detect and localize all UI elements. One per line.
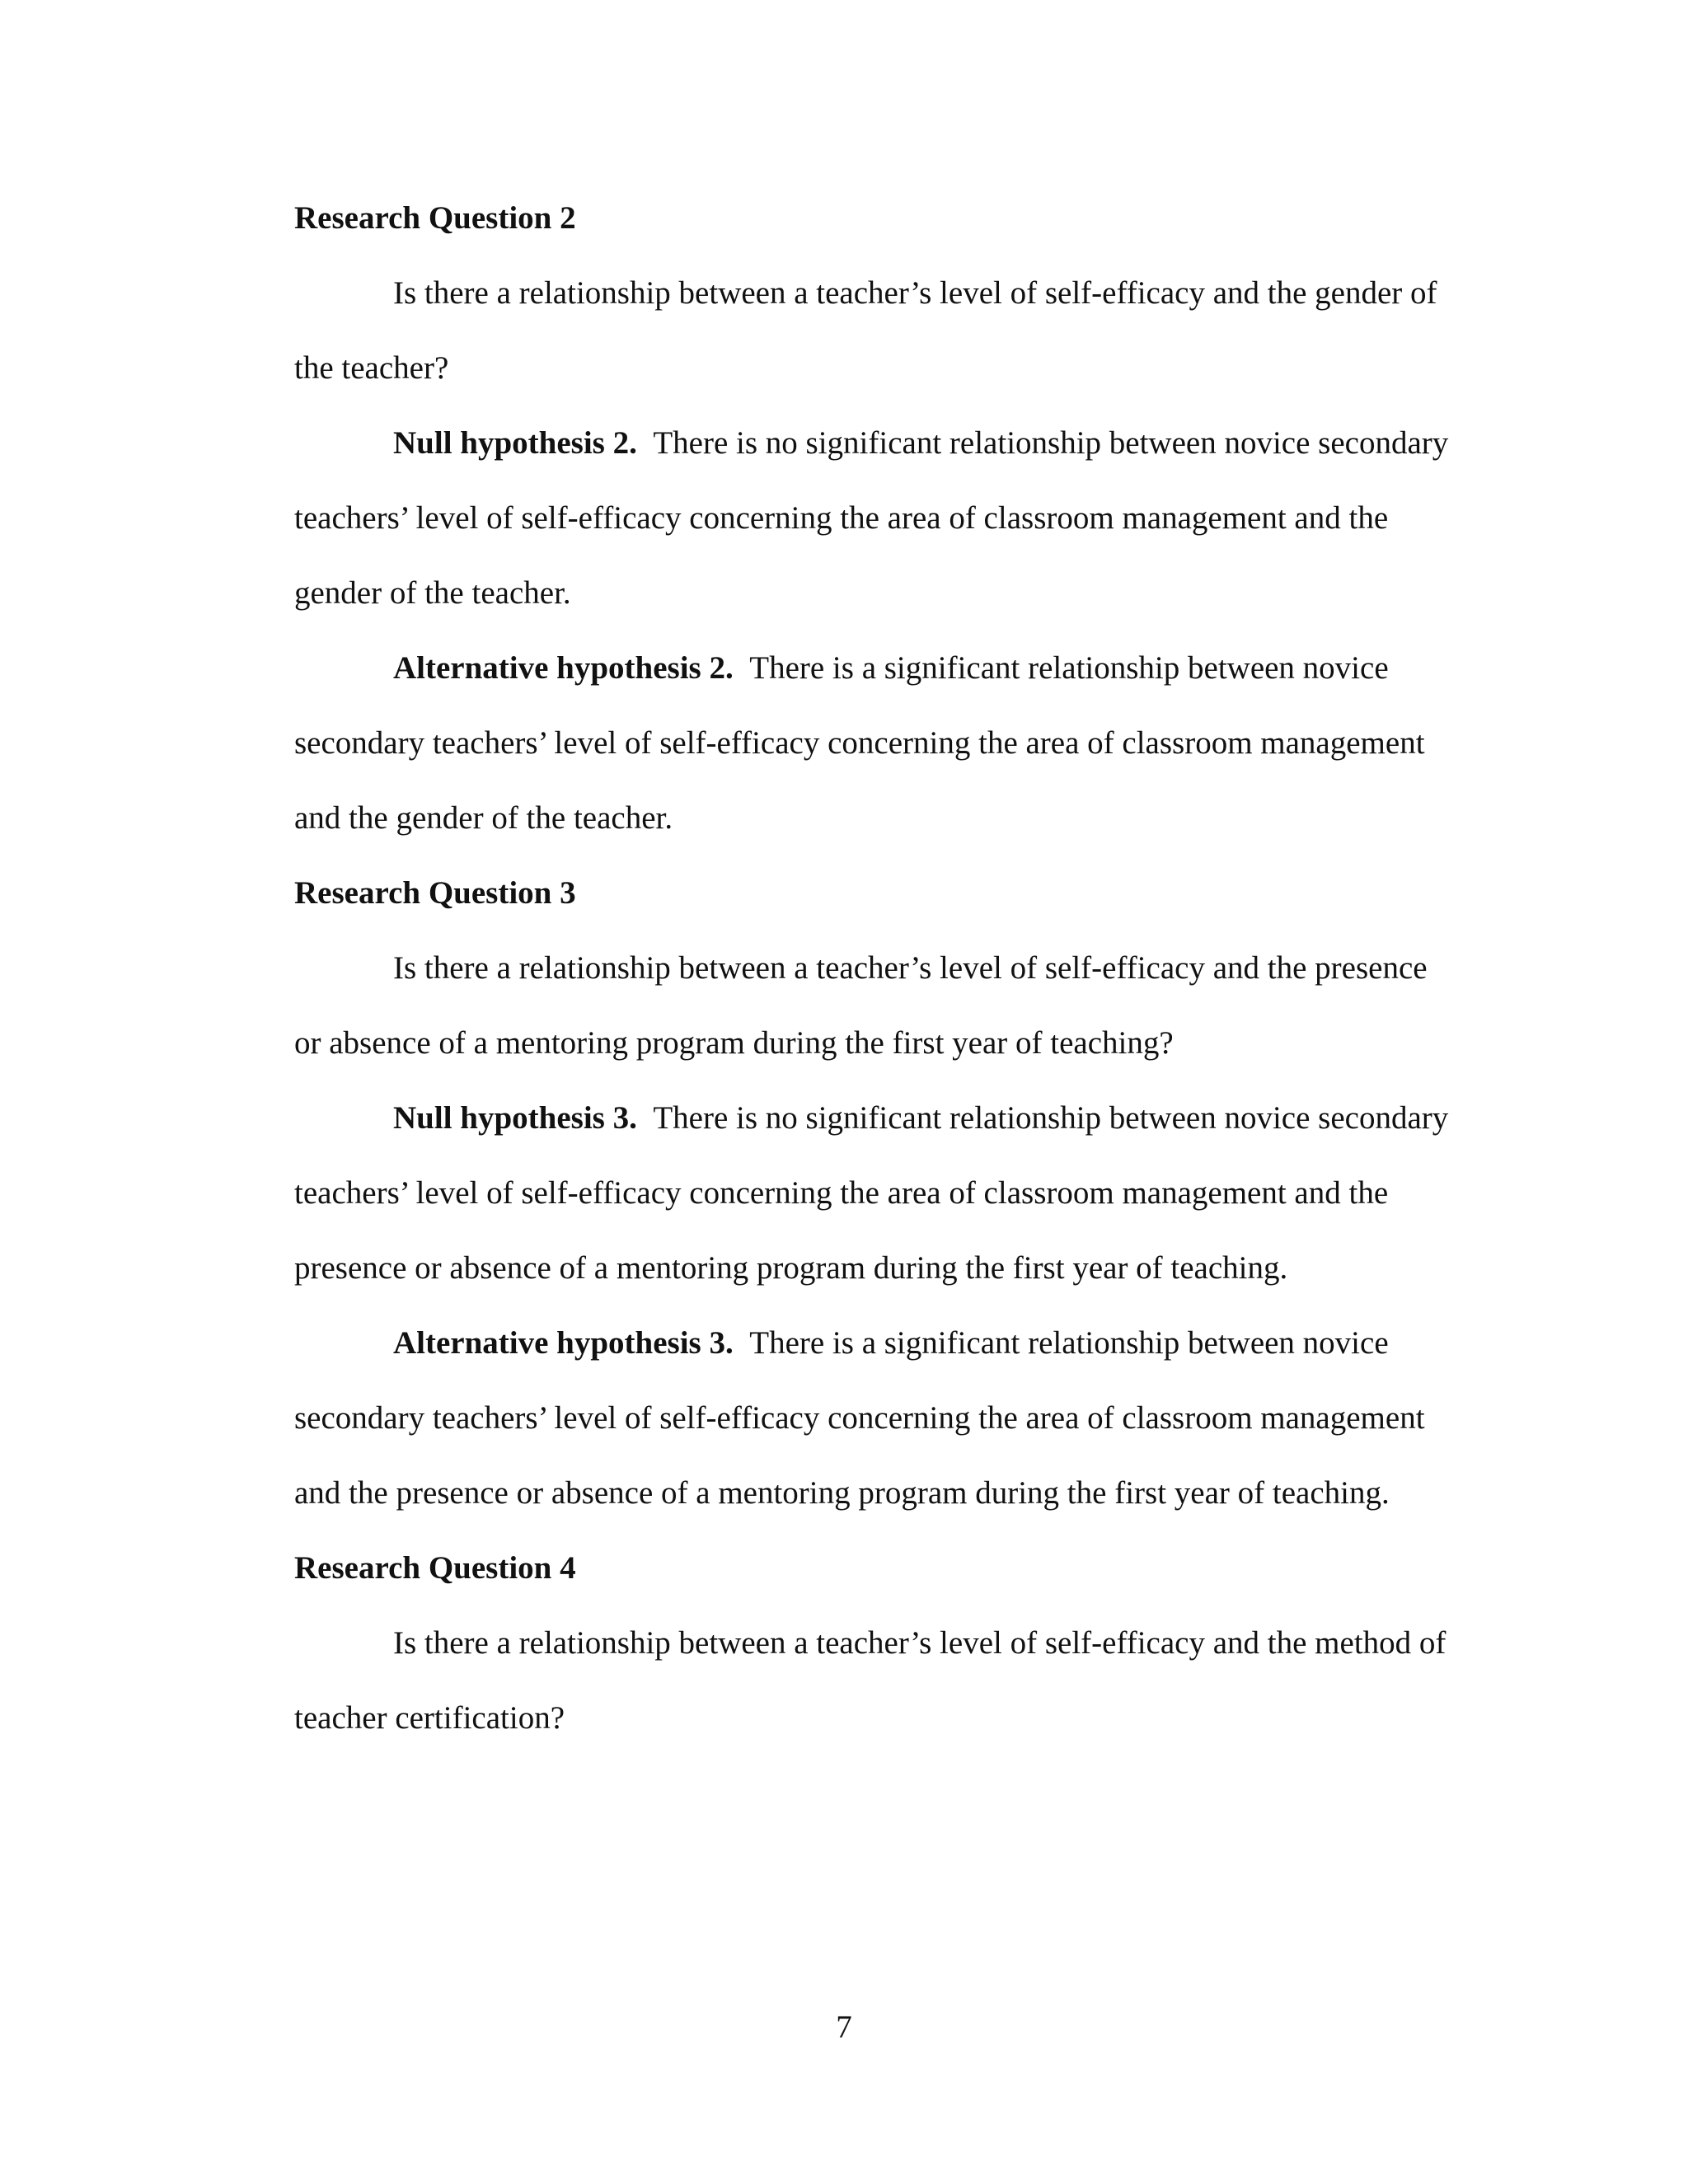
paragraph-line: and the presence or absence of a mentoring program during the first year of teaching. (294, 1475, 1390, 1511)
heading-research-question-4: Research Question 4 (294, 1550, 576, 1586)
paragraph-text: There is a significant relationship between novice (749, 650, 1389, 686)
heading-research-question-2: Research Question 2 (294, 200, 576, 236)
paragraph-line: and the gender of the teacher. (294, 800, 673, 836)
paragraph-line: Is there a relationship between a teacher’s level of self-efficacy and the presence (393, 950, 1428, 986)
paragraph-line: secondary teachers’ level of self-efficacy concerning the area of classroom management (294, 725, 1425, 761)
paragraph-line (393, 652, 1389, 684)
paragraph-line: or absence of a mentoring program during the first year of teaching? (294, 1025, 1174, 1061)
paragraph-line: presence or absence of a mentoring program during the first year of teaching. (294, 1250, 1288, 1286)
paragraph-line: teachers’ level of self-efficacy concerning the area of classroom management and the (294, 500, 1389, 536)
alternative-hypothesis-3-label: Alternative hypothesis 3. (393, 1325, 734, 1361)
paragraph-text: There is a significant relationship between novice (749, 1325, 1389, 1361)
paragraph-line (393, 1102, 1448, 1134)
paragraph-text: There is no significant relationship between novice secondary (653, 1100, 1449, 1136)
paragraph-line: Is there a relationship between a teacher’s level of self-efficacy and the method of (393, 1625, 1447, 1661)
paragraph-line: Is there a relationship between a teacher’s level of self-efficacy and the gender of (393, 275, 1437, 311)
paragraph-line: secondary teachers’ level of self-efficacy concerning the area of classroom management (294, 1400, 1425, 1436)
null-hypothesis-2-label: Null hypothesis 2. (393, 425, 637, 461)
page-number: 7 (836, 2009, 852, 2045)
null-hypothesis-3-label: Null hypothesis 3. (393, 1100, 637, 1136)
paragraph-line: the teacher? (294, 350, 449, 386)
paragraph-line: teacher certification? (294, 1700, 565, 1736)
heading-research-question-3: Research Question 3 (294, 875, 576, 911)
alternative-hypothesis-2-label: Alternative hypothesis 2. (393, 650, 734, 686)
paragraph-text: There is no significant relationship between novice secondary (653, 425, 1449, 461)
paragraph-line: teachers’ level of self-efficacy concerning the area of classroom management and the (294, 1175, 1389, 1211)
paragraph-line (393, 1327, 1389, 1359)
paragraph-line: gender of the teacher. (294, 575, 571, 611)
paragraph-line (393, 427, 1448, 459)
